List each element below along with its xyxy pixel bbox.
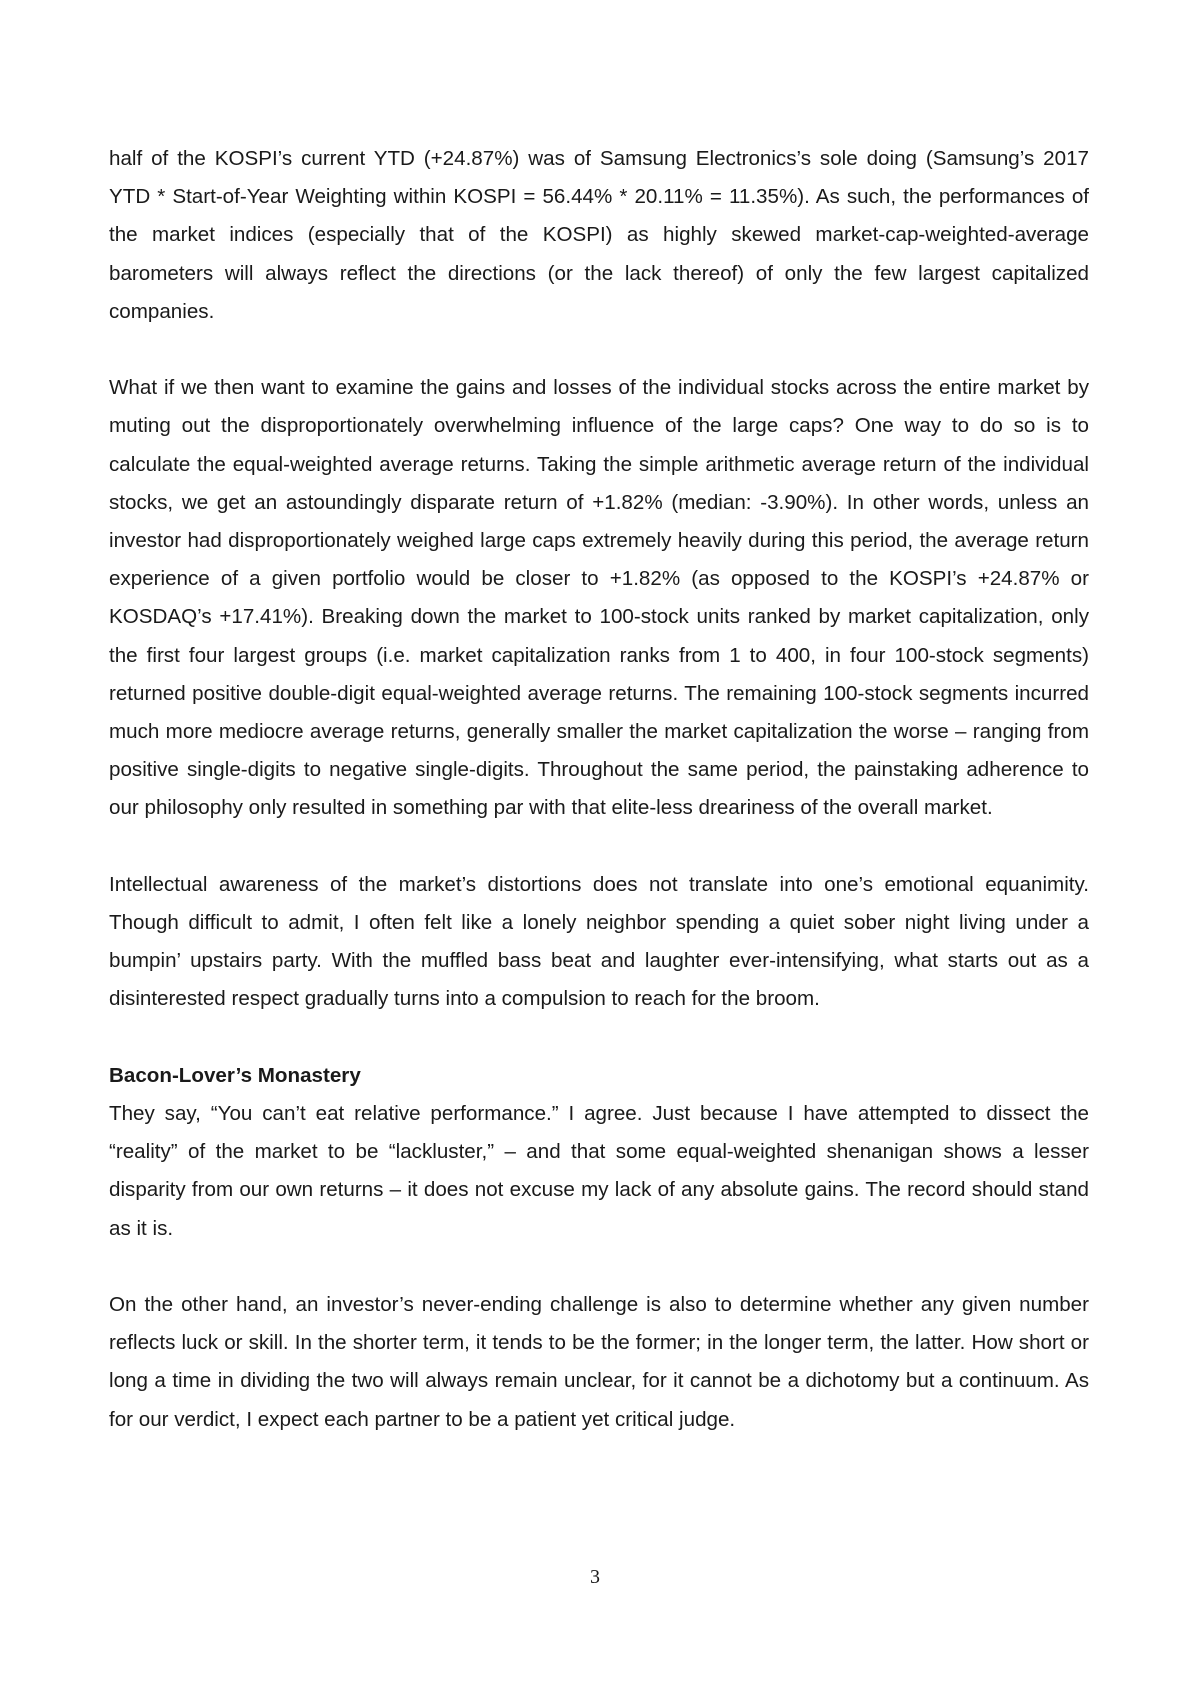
section-heading: Bacon-Lover’s Monastery — [109, 1063, 361, 1087]
paragraph-emotional-equanimity: Intellectual awareness of the market’s distortions does not translate into one’s emotional equanimity. Though difficult to admit, I often felt like a lonely neighbor spending a quiet sober night living under a bumpin’ upstairs party. With the muffled bass beat and laughter ever-intensifying, what starts out as a disinterested respect gradually turns into a compulsion to reach for the broom. — [109, 872, 1089, 1011]
page-body — [109, 140, 1089, 1439]
paragraph-equal-weighted: What if we then want to examine the gains and losses of the individual stocks across the entire market by muting out the disproportionately overwhelming influence of the large caps? One way to do so is to calculate the equal-weighted average returns. Taking the simple arithmetic average return of the individual stocks, we get an astoundingly disparate return of +1.82% (median: -3.90%). In other words, unless an investor had disproportionately weighed large caps extremely heavily during this period, the average return experience of a given portfolio would be closer to +1.82% (as opposed to the KOSPI’s +24.87% or KOSDAQ’s +17.41%). Breaking down the market to 100-stock units ranked by market capitalization, only the first four largest groups (i.e. market capitalization ranks from 1 to 400, in four 100-stock segments) returned positive double-digit equal-weighted average returns. The remaining 100-stock segments incurred much more mediocre average returns, generally smaller the market capitalization the worse – ranging from positive single-digits to negative single-digits. Throughout the same period, the painstaking adherence to our philosophy only resulted in something par with that elite-less dreariness of the overall market. — [109, 376, 1089, 820]
page-number: 3 — [590, 1566, 600, 1588]
paragraph-kospi-skew: half of the KOSPI’s current YTD (+24.87%) was of Samsung Electronics’s sole doing (Samsung’s 2017 YTD * Start-of-Year Weighting within KOSPI = 56.44% * 20.11% = 11.35%). As such, the performances of the market indices (especially that of the KOSPI) as highly skewed market-cap-weighted-average barometers will always reflect the directions (or the lack thereof) of only the few largest capitalized companies. — [109, 147, 1089, 323]
paragraph-luck-or-skill: On the other hand, an investor’s never-ending challenge is also to determine whether any given number reflects luck or skill. In the shorter term, it tends to be the former; in the longer term, the latter. How short or long a time in dividing the two will always remain unclear, for it cannot be a dichotomy but a continuum. As for our verdict, I expect each partner to be a patient yet critical judge. — [109, 1293, 1089, 1431]
paragraph-relative-performance: They say, “You can’t eat relative performance.” I agree. Just because I have attempted to dissect the “reality” of the market to be “lackluster,” – and that some equal-weighted shenanigan shows a lesser disparity from our own returns – it does not excuse my lack of any absolute gains. The record should stand as it is. — [109, 1102, 1089, 1240]
